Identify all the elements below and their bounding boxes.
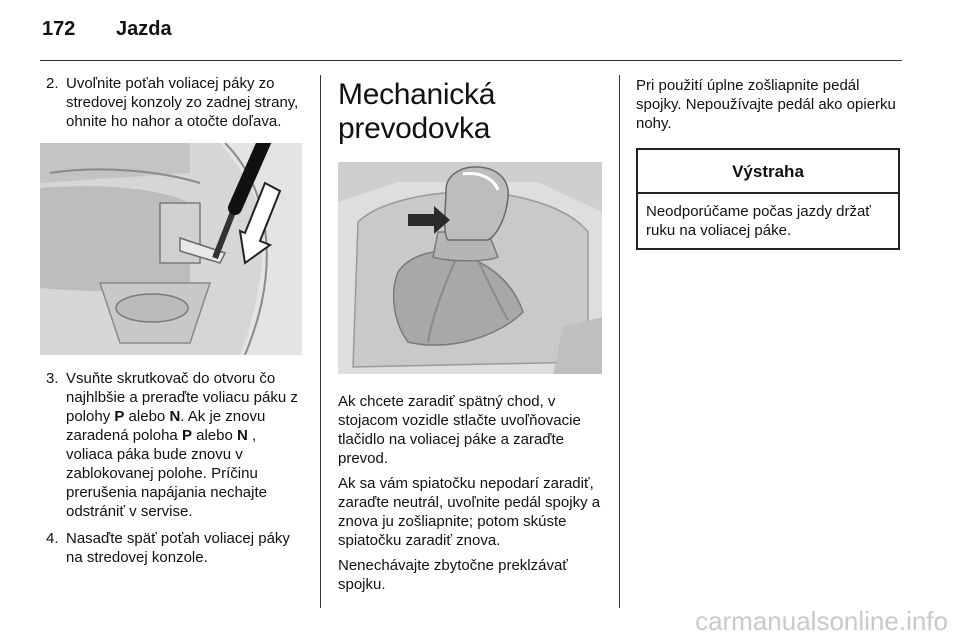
step-3 [40,369,302,521]
step-text-part: , voliaca páka bude znovu v zablokovanej polohe. Príčinu prerušenia napájania nechajte odstrániť v servise. [66,427,267,520]
gear-knob-illustration [338,162,602,374]
paragraph-clutch-pedal: Pri použití úplne zošliapnite pedál spojky. Nepoužívajte pedál ako opierku nohy. [636,77,896,132]
header-rule [40,60,902,61]
illustration-gear-knob [338,162,602,374]
step-text: Uvoľnite poťah voliacej páky zo stredovej konzoly zo zadnej strany, ohnite ho nahor a otočte doľava. [66,75,299,130]
step-number: 2. [46,75,59,92]
heading-line-1: Mechanická [338,78,496,111]
warning-box [636,148,900,250]
column-2 [338,78,602,600]
column-divider-1 [320,75,321,608]
step-text: Nasaďte späť poťah voliacej páky na stredovej konzole. [66,530,290,566]
heading-line-2: prevodovka [338,112,491,145]
step-number: 4. [46,530,59,547]
step-4 [40,529,302,567]
step-2 [40,74,302,131]
step-number: 3. [46,370,59,387]
steps-list-bottom [40,369,302,567]
column-divider-2 [619,75,620,608]
paragraph-reverse-retry: Ak sa vám spiatočku nepodarí zaradiť, zaraďte neutrál, uvoľnite pedál spojky a znova ju zošliapnite; potom skúste spiatočku zaradiť znova. [338,475,601,549]
watermark: carmanualsonline.info [695,606,948,636]
column-1 [40,74,302,575]
steps-list-top [40,74,302,131]
illustration-screwdriver-selector-lever [40,143,302,355]
gear-position-p: P [181,427,192,444]
column-3 [636,76,900,250]
paragraph-reverse-gear: Ak chcete zaradiť spätný chod, v stojacom vozidle stlačte uvoľňovacie tlačidlo na voliacej páke a zaraďte prevod. [338,393,581,467]
paragraph-clutch-slip: Nenechávajte zbytočne preklzávať spojku. [338,557,568,593]
screwdriver-illustration [40,143,302,355]
page-number: 172 [42,18,76,40]
warning-title: Výstraha [732,162,804,181]
page-header [42,18,172,41]
body-text [338,392,602,594]
section-title: Jazda [116,18,172,40]
gear-position-p: P [114,408,125,425]
gear-position-n: N [237,427,248,444]
step-text-part: Vsuňte skrutkovač do otvoru čo najhlbšie a preraďte voliacu páku z polohy [66,370,298,425]
section-heading [338,78,602,146]
gear-position-n: N [169,408,181,425]
step-text-part: alebo [124,408,170,425]
step-text-part: . Ak je znovu zaradená poloha [66,408,266,444]
warning-text: Neodporúčame počas jazdy držať ruku na voliacej páke. [646,203,871,239]
step-text-part: alebo [191,427,237,444]
